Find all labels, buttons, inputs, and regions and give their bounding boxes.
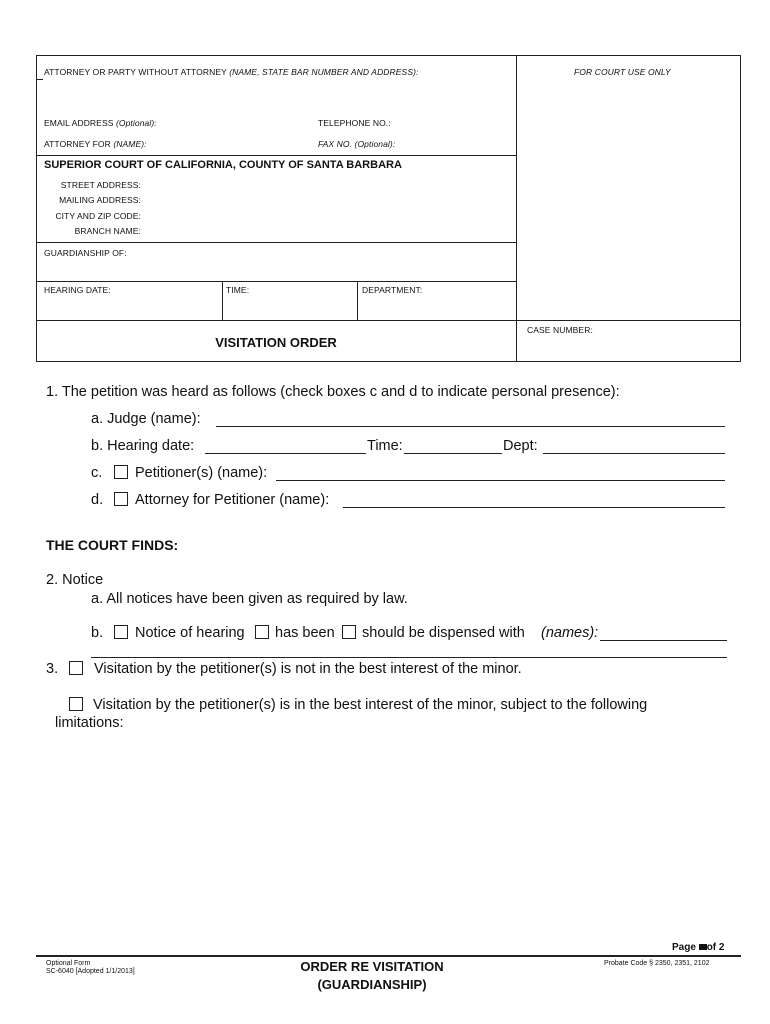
item3-not-best-text: Visitation by the petitioner(s) is not in the best interest of the minor.: [94, 661, 522, 677]
form-title: VISITATION ORDER: [215, 335, 337, 350]
item1-text: 1. The petition was heard as follows (check boxes c and d to indicate personal presence):: [46, 384, 620, 400]
hearing-date-label[interactable]: HEARING DATE:: [44, 285, 111, 295]
visitation-best-checkbox[interactable]: [69, 697, 83, 711]
footer-title-line1: ORDER RE VISITATION: [300, 959, 444, 974]
dispensed-names-field-line2[interactable]: [91, 657, 727, 658]
hearing-time-field[interactable]: [404, 453, 502, 454]
attorney-present-checkbox[interactable]: [114, 492, 128, 506]
street-address-label[interactable]: STREET ADDRESS:: [60, 180, 141, 190]
time-divider: [222, 281, 223, 320]
item2-heading: 2. Notice: [46, 572, 104, 588]
title-row-top-line: [36, 320, 741, 321]
telephone-label[interactable]: TELEPHONE NO.:: [318, 118, 391, 128]
hearing-date-field[interactable]: [205, 453, 366, 454]
mailing-address-label[interactable]: MAILING ADDRESS:: [59, 195, 141, 205]
item2b-has-been-label: has been: [275, 625, 335, 641]
notice-of-hearing-checkbox[interactable]: [114, 625, 128, 639]
item1b-time-label: Time:: [367, 438, 403, 454]
court-name: SUPERIOR COURT OF CALIFORNIA, COUNTY OF SANTA BARBARA: [44, 159, 402, 171]
email-label[interactable]: EMAIL ADDRESS (Optional):: [44, 118, 157, 128]
visitation-not-best-checkbox[interactable]: [69, 661, 83, 675]
item3-best-line2: limitations:: [55, 715, 124, 731]
item3-number: 3.: [46, 661, 59, 677]
court-use-divider: [516, 55, 517, 362]
time-label[interactable]: TIME:: [226, 285, 250, 295]
should-be-dispensed-checkbox[interactable]: [342, 625, 356, 639]
dispensed-names-field[interactable]: [600, 640, 727, 641]
probate-code: Probate Code § 2350, 2351, 2102: [604, 960, 710, 967]
department-label[interactable]: DEPARTMENT:: [362, 285, 423, 295]
tick-mark: [36, 79, 43, 80]
dept-divider: [357, 281, 358, 320]
findings-heading: THE COURT FINDS:: [46, 537, 179, 553]
case-number-label[interactable]: CASE NUMBER:: [527, 325, 593, 335]
form-id: SC-6040 [Adopted 1/1/2013]: [46, 968, 135, 975]
item1c-label: Petitioner(s) (name):: [135, 465, 268, 481]
item1a-label: a. Judge (name):: [91, 411, 201, 427]
attorney-label: ATTORNEY OR PARTY WITHOUT ATTORNEY (NAME, STATE BAR NUMBER AND ADDRESS):: [44, 67, 419, 77]
petitioner-name-field[interactable]: [276, 480, 725, 481]
item1d-label: Attorney for Petitioner (name):: [135, 492, 330, 508]
has-been-checkbox[interactable]: [255, 625, 269, 639]
branch-name-label[interactable]: BRANCH NAME:: [74, 226, 141, 236]
item1c-prefix: c.: [91, 465, 103, 481]
item2b-notice-label: Notice of hearing: [135, 625, 245, 641]
item2b-names-label: (names):: [541, 625, 599, 641]
item1b-dept-label: Dept:: [503, 438, 538, 454]
footer-title-line2: (GUARDIANSHIP): [317, 977, 427, 992]
petitioner-present-checkbox[interactable]: [114, 465, 128, 479]
guardianship-of-label[interactable]: GUARDIANSHIP OF:: [44, 248, 127, 258]
optional-form: Optional Form: [46, 960, 91, 967]
page-number-field[interactable]: [699, 944, 707, 950]
attorney-for-label[interactable]: ATTORNEY FOR (NAME):: [44, 139, 147, 149]
court-section-top-line: [36, 155, 516, 156]
hearing-row-top-line: [36, 281, 516, 282]
item2b-prefix: b.: [91, 625, 104, 641]
item2b-should-be-label: should be dispensed with: [362, 625, 525, 641]
item1d-prefix: d.: [91, 492, 104, 508]
item2a-text: a. All notices have been given as required by law.: [91, 591, 408, 607]
item1b-label: b. Hearing date:: [91, 438, 195, 454]
caption-box: [36, 55, 741, 362]
guardianship-top-line: [36, 242, 516, 243]
page-number: Page of 2: [672, 942, 725, 953]
city-zip-label[interactable]: CITY AND ZIP CODE:: [55, 211, 141, 221]
fax-label[interactable]: FAX NO. (Optional):: [318, 139, 396, 149]
footer-rule: [36, 955, 741, 957]
court-use-label: FOR COURT USE ONLY: [574, 67, 671, 77]
attorney-name-field[interactable]: [343, 507, 725, 508]
judge-name-field[interactable]: [216, 426, 725, 427]
hearing-dept-field[interactable]: [543, 453, 725, 454]
item3-best-line1: Visitation by the petitioner(s) is in the best interest of the minor, subject to the following: [93, 697, 648, 713]
